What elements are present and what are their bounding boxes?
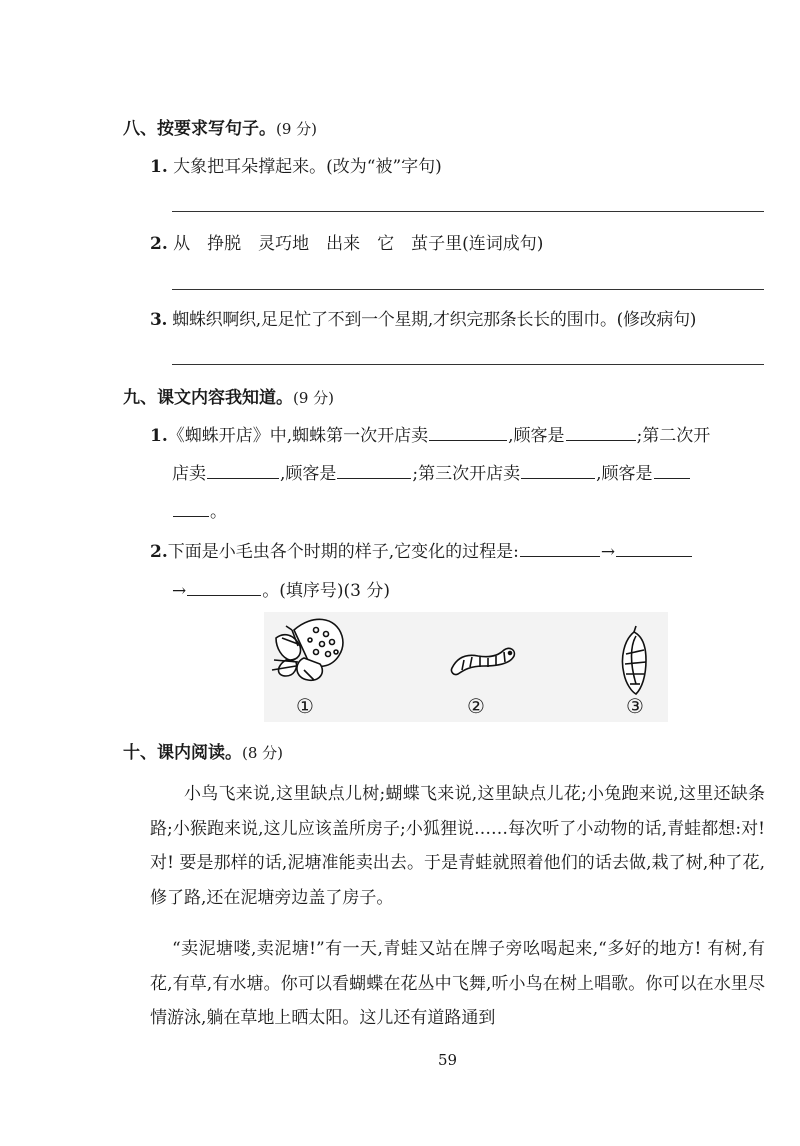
section-9-q1-line3	[172, 497, 227, 522]
section-8-heading: 八、按要求写句子。	[123, 119, 276, 139]
q-number: 3.	[150, 310, 168, 330]
fill-blank[interactable]	[187, 577, 261, 596]
fill-blank[interactable]	[616, 538, 692, 557]
q-text: 下面是小毛虫各个时期的样子,它变化的过程是:	[167, 542, 519, 562]
figure-drawing	[264, 612, 668, 722]
caterpillar-icon	[451, 648, 514, 674]
section-8-title	[123, 114, 317, 139]
caterpillar-stages-figure	[264, 612, 668, 722]
fill-blank[interactable]	[337, 460, 411, 479]
figure-label-2: ②	[467, 694, 485, 718]
q-text: ;第三次开店卖	[412, 464, 521, 484]
q-text: ,顾客是	[280, 464, 337, 484]
q-number: 1.	[150, 157, 168, 177]
reading-paragraph-1: 小鸟飞来说,这里缺点儿树;蝴蝶飞来说,这里缺点儿花;小兔跑来说,这里还缺条路;小猴跑来说,这儿应该盖所房子;小狐狸说……每次听了小动物的话,青蛙都想:对! 对! 要是那样的话,泥塘准能卖出去。于是青蛙就照着他们的话去做,栽了树,种了花,修了路,还在泥塘旁边盖了房子。	[150, 784, 765, 908]
q-text: 《蜘蛛开店》中,蜘蛛第一次开店卖	[167, 426, 429, 446]
answer-line[interactable]	[172, 211, 764, 212]
fill-blank[interactable]	[566, 422, 636, 441]
section-9-q2-line2	[172, 576, 390, 601]
butterfly-icon	[272, 619, 343, 680]
fill-blank[interactable]	[654, 460, 690, 479]
section-9-q1-line1	[150, 421, 710, 446]
reading-paragraph-2: “卖泥塘喽,卖泥塘!”有一天,青蛙又站在牌子旁吆喝起来,“多好的地方! 有树,有花,有草,有水塘。你可以看蝴蝶在花丛中飞舞,听小鸟在树上唱歌。你可以在水里尽情游泳,躺在草地上晒太阳。这儿还有道路通到	[150, 939, 765, 1028]
section-9-score: (9 分)	[293, 389, 335, 407]
q-text: ;第二次开	[636, 426, 711, 446]
q-number: 1.	[150, 426, 168, 446]
fill-blank[interactable]	[520, 538, 600, 557]
cocoon-icon	[622, 626, 646, 694]
answer-line[interactable]	[172, 364, 764, 365]
section-9-q2-line1	[150, 537, 693, 562]
section-9-heading: 九、课文内容我知道。	[123, 388, 293, 408]
q-number: 2.	[150, 234, 168, 254]
q-number: 2.	[150, 542, 168, 562]
section-8-q2	[150, 229, 543, 254]
page-number: 59	[438, 1051, 458, 1069]
section-10-heading: 十、课内阅读。	[123, 743, 242, 763]
q-text: 从 挣脱 灵巧地 出来 它 茧子里(连词成句)	[173, 234, 544, 254]
fill-blank[interactable]	[173, 498, 209, 517]
section-10-score: (8 分)	[242, 744, 284, 762]
fill-blank[interactable]	[521, 460, 595, 479]
q-text: 大象把耳朵撑起来。(改为“被”字句)	[173, 157, 442, 177]
section-8-score: (9 分)	[276, 120, 318, 138]
section-9-title	[123, 383, 334, 408]
section-8-q3	[150, 305, 696, 330]
q-text: 店卖	[172, 464, 206, 484]
fill-blank[interactable]	[429, 422, 507, 441]
q-text: 蜘蛛织啊织,足足忙了不到一个星期,才织完那条长长的围巾。(修改病句)	[172, 310, 697, 330]
arrow-icon: →	[600, 542, 616, 562]
figure-label-1: ①	[296, 694, 314, 718]
fill-blank[interactable]	[207, 460, 279, 479]
arrow-icon: →	[172, 581, 187, 601]
figure-label-3: ③	[626, 694, 644, 718]
section-9-q1-line2	[172, 459, 691, 484]
q-text: ,顾客是	[596, 464, 653, 484]
q-text: 。	[210, 502, 227, 522]
q-text: ,顾客是	[508, 426, 565, 446]
section-10-title	[123, 738, 283, 763]
answer-line[interactable]	[172, 289, 764, 290]
q-text: 。(填序号)(3 分)	[262, 581, 390, 601]
section-8-q1	[150, 152, 442, 177]
